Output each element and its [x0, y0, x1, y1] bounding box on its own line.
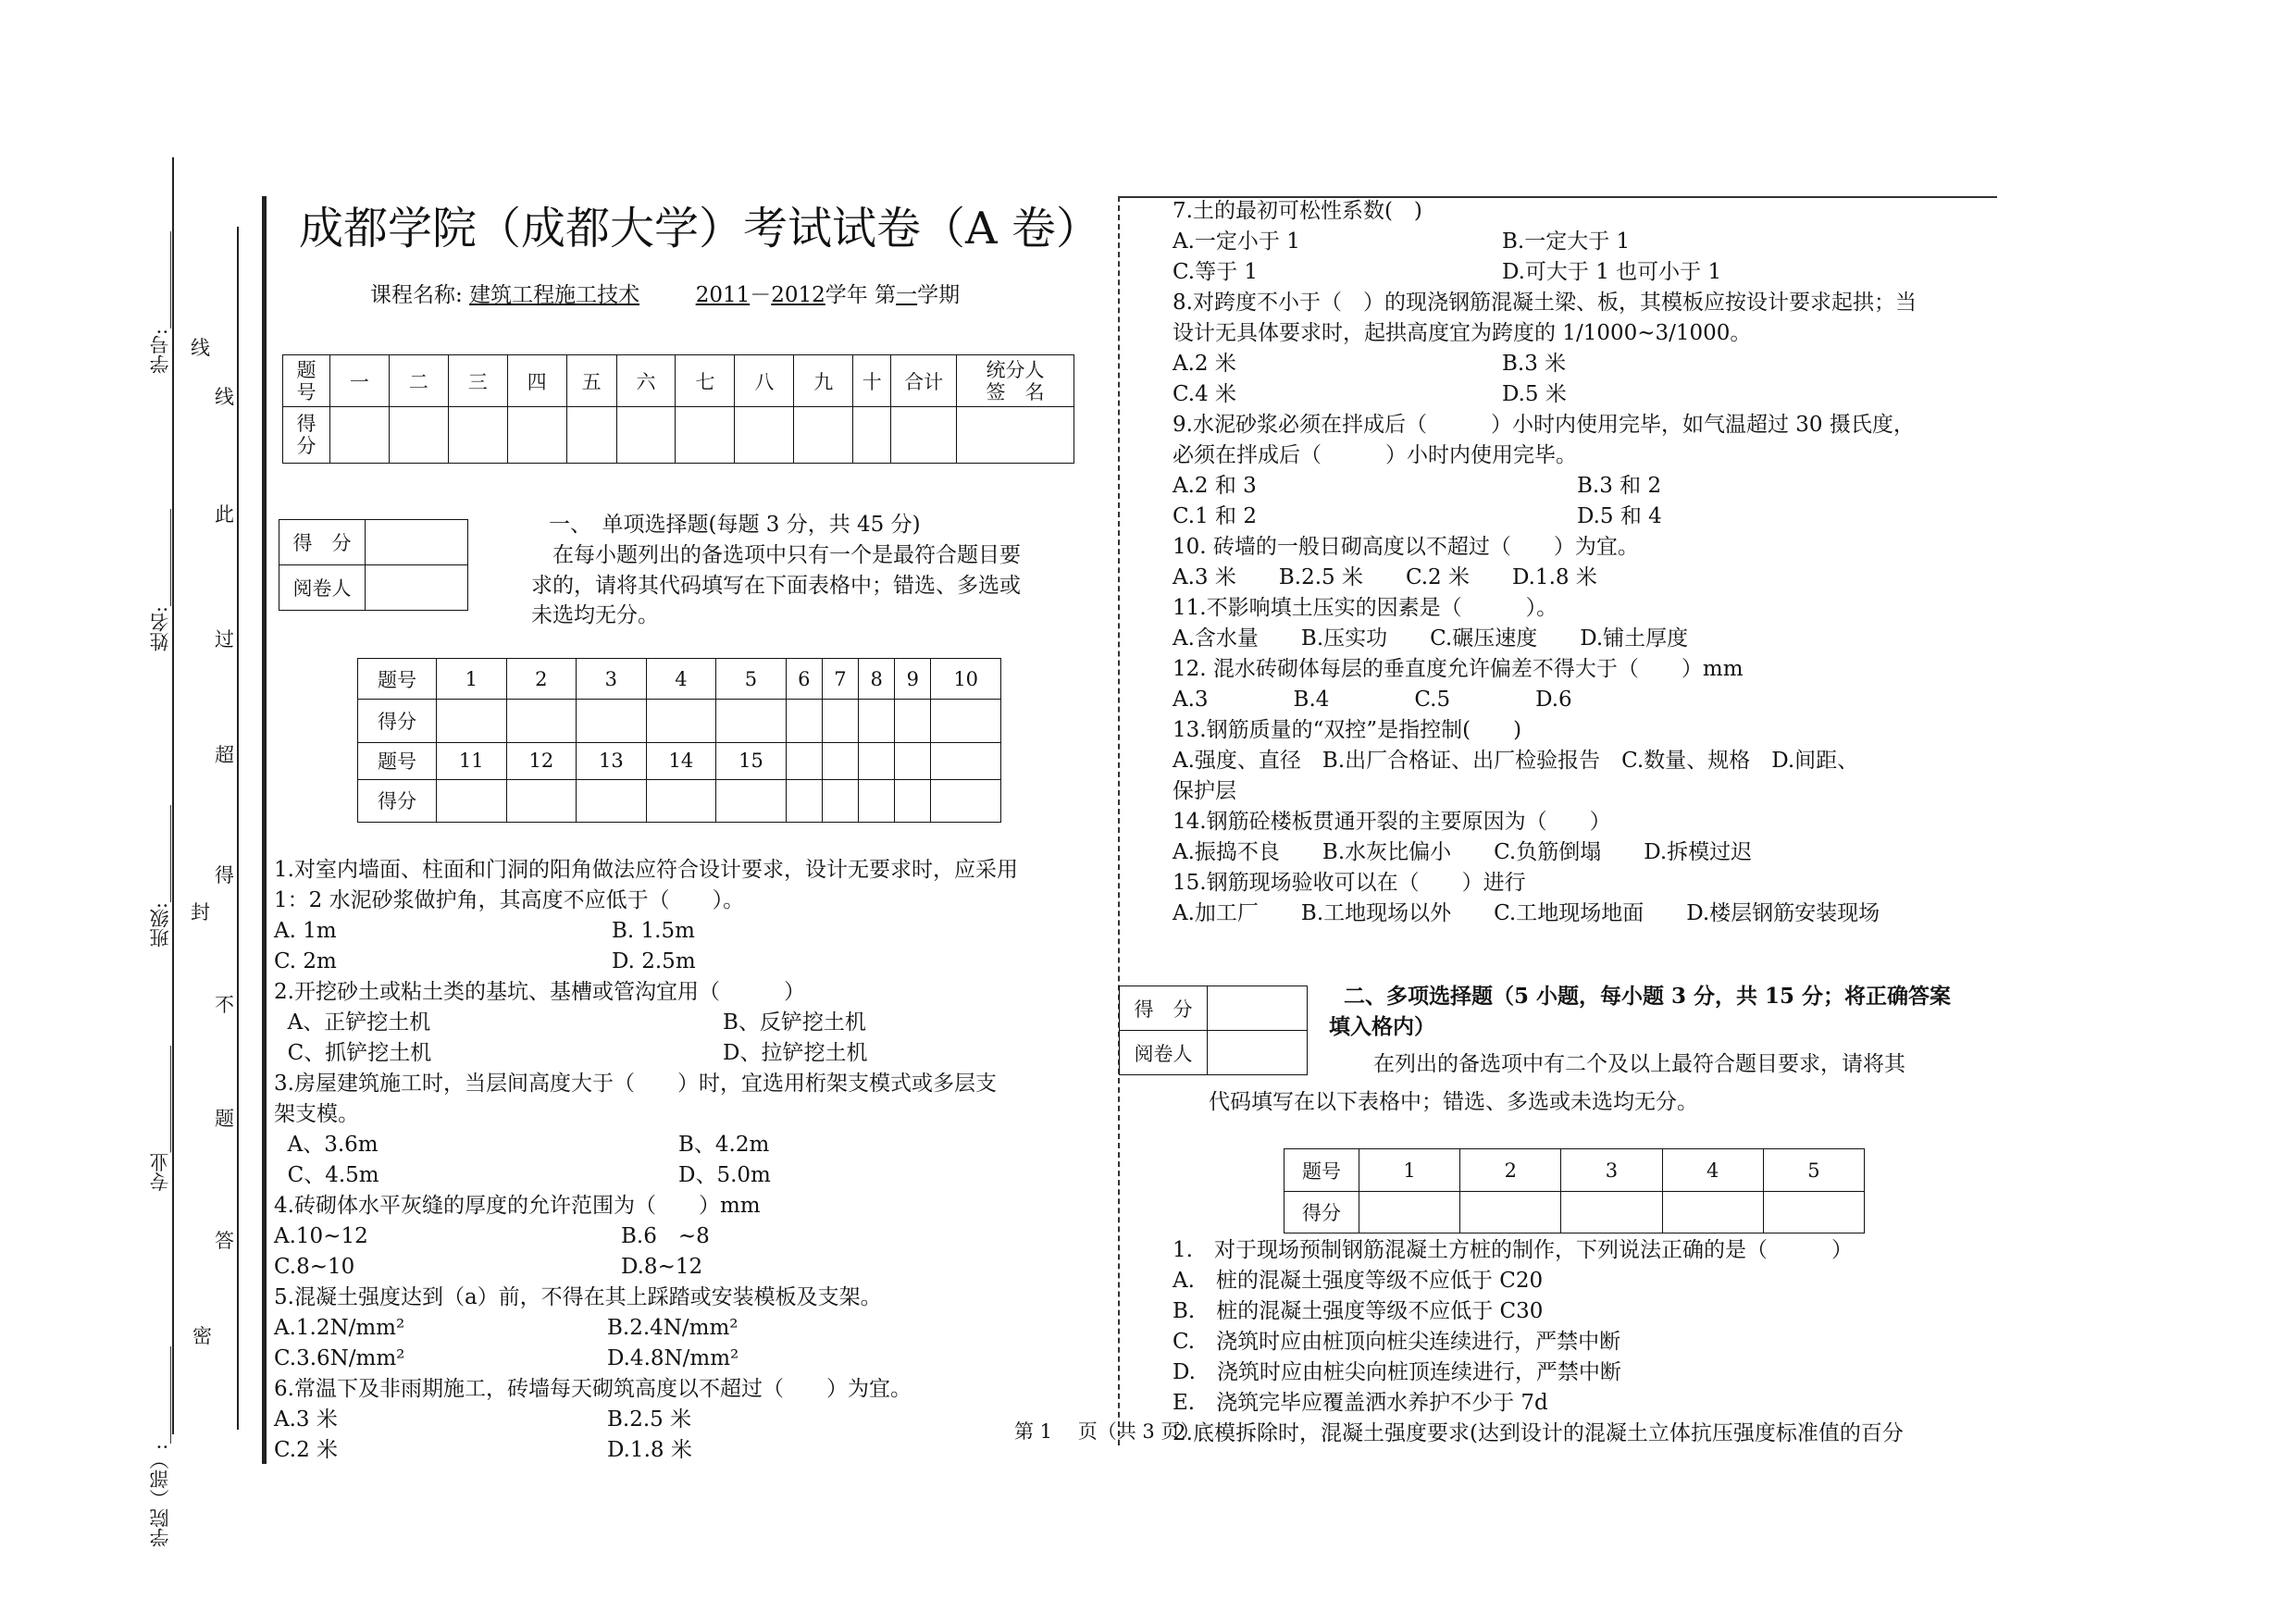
section2-intro: 代码填写在以下表格中；错选、多选或未选均无分。: [1209, 1090, 1698, 1114]
seal-char: 封: [191, 901, 210, 924]
score-cell[interactable]: [566, 407, 616, 464]
answer-cell[interactable]: [895, 700, 931, 742]
option[interactable]: B.3 和 2: [1577, 474, 1662, 498]
section1-heading: 一、 单项选择题(每题 3 分，共 45 分): [549, 513, 921, 537]
option-line[interactable]: B. 桩的混凝土强度等级不应低于 C30: [1173, 1299, 1544, 1323]
score-cell[interactable]: [853, 407, 891, 464]
option[interactable]: C. 2m: [274, 949, 337, 973]
option[interactable]: C.4 米: [1173, 382, 1237, 406]
answer-num: 11: [437, 742, 507, 779]
question-line: 设计无具体要求时，起拱高度宜为跨度的 1/1000~3/1000。: [1173, 321, 1752, 345]
option-row: [274, 1130, 1107, 1160]
answer-cell[interactable]: [1460, 1192, 1561, 1233]
option-line[interactable]: A.3 B.4 C.5 D.6: [1173, 688, 1572, 712]
section1-answer-table: [357, 658, 1001, 823]
section2-intro: 在列出的备选项中有二个及以上最符合题目要求，请将其: [1373, 1052, 1905, 1076]
term-suffix: 学期: [917, 283, 961, 307]
answer-cell[interactable]: [506, 700, 577, 742]
option[interactable]: D.5 米: [1502, 382, 1567, 406]
option[interactable]: C.1 和 2: [1173, 504, 1257, 528]
answer-num: [859, 742, 895, 779]
score-cell[interactable]: [329, 407, 389, 464]
answer-num: 3: [577, 659, 647, 700]
question-line: 1.对室内墙面、柱面和门洞的阳角做法应符合设计要求，设计无要求时，应采用: [274, 858, 1018, 882]
answer-num: 10: [931, 659, 1001, 700]
score-col: 一: [329, 355, 389, 407]
answer-cell[interactable]: [822, 700, 858, 742]
answer-num: 8: [859, 659, 895, 700]
score-row-label: 得 分: [283, 407, 330, 464]
answer-cell[interactable]: [859, 779, 895, 822]
left-questions: [274, 855, 1107, 1466]
right-questions: [1173, 196, 2005, 929]
option[interactable]: D.1.8 米: [607, 1438, 692, 1462]
seal-char: 线: [191, 337, 210, 359]
section1-intro: 在每小题列出的备选项中只有一个是最符合题目要: [552, 543, 1021, 567]
answer-num: 7: [822, 659, 858, 700]
question-line: 1：2 水泥砂浆做护角，其高度不应低于（ ）。: [274, 888, 745, 912]
answer-cell[interactable]: [786, 700, 822, 742]
option-line[interactable]: A. 桩的混凝土强度等级不应低于 C20: [1173, 1269, 1544, 1293]
answer-cell[interactable]: [931, 700, 1001, 742]
question-line: 2.底模拆除时，混凝土强度要求(达到设计的混凝土立体抗压强度标准值的百分: [1173, 1421, 1904, 1445]
option-row: [1173, 471, 2005, 502]
question-line: 10. 砖墙的一般日砌高度以不超过（ ）为宜。: [1173, 535, 1639, 559]
option[interactable]: D.5 和 4: [1577, 504, 1662, 528]
grader-score-cell[interactable]: [366, 520, 468, 565]
option[interactable]: A、3.6m: [274, 1133, 379, 1157]
course-line: [370, 280, 960, 311]
grader-box-1: [279, 519, 468, 611]
field-student-id: 学号:__________: [149, 231, 171, 375]
answer-cell[interactable]: [822, 779, 858, 822]
option[interactable]: B.2.5 米: [607, 1407, 692, 1432]
answer-cell[interactable]: [437, 700, 507, 742]
section2-heading: 二、多项选择题（5 小题，每小题 3 分，共 15 分；将正确答案: [1344, 984, 1952, 1009]
option-row: [274, 1160, 1107, 1191]
answer-cell[interactable]: [786, 779, 822, 822]
option[interactable]: D.8~12: [621, 1255, 703, 1279]
option[interactable]: B、反铲挖土机: [723, 1010, 866, 1035]
score-cell[interactable]: [676, 407, 735, 464]
score-col: 八: [735, 355, 794, 407]
answer-label-score: 得分: [358, 779, 437, 822]
score-col: 九: [794, 355, 853, 407]
option[interactable]: A. 1m: [274, 919, 337, 943]
option[interactable]: A.2 米: [1173, 352, 1236, 376]
question-line: 15.钢筋现场验收可以在（ ）进行: [1173, 871, 1526, 895]
field-major: 专业___________: [149, 1046, 171, 1192]
grader-score-cell[interactable]: [1208, 986, 1308, 1031]
seal-char: 得: [215, 864, 234, 886]
score-cell[interactable]: [389, 407, 448, 464]
answer-cell[interactable]: [437, 779, 507, 822]
question-line: 3.房屋建筑施工时，当层间高度大于（ ）时，宜选用桁架支模式或多层支: [274, 1072, 997, 1096]
answer-cell[interactable]: [646, 779, 716, 822]
option[interactable]: B.3 米: [1502, 352, 1567, 376]
answer-label-score: 得分: [358, 700, 437, 742]
section2-heading: 填入格内）: [1329, 1014, 1435, 1039]
grader-reviewer-label: 阅卷人: [279, 565, 366, 611]
question-line: 5.混凝土强度达到（a）前，不得在其上踩踏或安装模板及支架。: [274, 1285, 882, 1309]
option-row: [274, 1344, 1107, 1374]
option[interactable]: A.2 和 3: [1173, 474, 1257, 498]
grader-reviewer-cell[interactable]: [1208, 1031, 1308, 1075]
answer-cell[interactable]: [1359, 1192, 1460, 1233]
option-line[interactable]: C. 浇筑时应由桩顶向桩尖连续进行，严禁中断: [1173, 1330, 1621, 1354]
grader-score-label: 得 分: [279, 520, 366, 565]
answer-cell[interactable]: [716, 700, 787, 742]
year-from: 2011: [695, 283, 751, 307]
answer-cell[interactable]: [577, 700, 647, 742]
score-cell[interactable]: [616, 407, 676, 464]
score-col: 五: [566, 355, 616, 407]
score-col: 十: [853, 355, 891, 407]
answer-cell[interactable]: [646, 700, 716, 742]
option[interactable]: B.6 ~8: [621, 1224, 710, 1248]
question-line: 13.钢筋质量的“双控”是指控制( ): [1173, 718, 1522, 742]
seal-char: 不: [215, 994, 234, 1016]
option[interactable]: C.等于 1: [1173, 260, 1259, 284]
option-line[interactable]: A.振捣不良 B.水灰比偏小 C.负筋倒塌 D.拆模过迟: [1173, 840, 1753, 864]
answer-cell[interactable]: [895, 779, 931, 822]
year-to: 2012: [771, 283, 825, 307]
option-line[interactable]: A.强度、直径 B.出厂合格证、出厂检验报告 C.数量、规格 D.间距、: [1173, 749, 1859, 773]
year-dash: －: [750, 283, 772, 307]
answer-num: [786, 742, 822, 779]
answer-num: 4: [1662, 1149, 1763, 1192]
option[interactable]: B、4.2m: [678, 1133, 770, 1157]
question-line: 架支模。: [274, 1102, 359, 1126]
answer-num: 4: [646, 659, 716, 700]
option-row: [274, 1405, 1107, 1435]
seal-char: 答: [215, 1230, 234, 1252]
score-cell[interactable]: [448, 407, 507, 464]
option[interactable]: B.一定大于 1: [1502, 229, 1631, 254]
question-line: 12. 混水砖砌体每层的垂直度允许偏差不得大于（ ）mm: [1173, 657, 1744, 681]
option[interactable]: D、5.0m: [678, 1163, 771, 1187]
field-class: 班级:__________: [149, 805, 171, 948]
option[interactable]: D. 2.5m: [612, 949, 696, 973]
answer-label-num: 题号: [358, 659, 437, 700]
option-row: [1173, 502, 2005, 532]
page-title: 成都学院（成都大学）考试试卷（A 卷）: [299, 203, 1100, 254]
option-row: [1173, 227, 2005, 257]
answer-num: 6: [786, 659, 822, 700]
field-college: 学院（部）:__________: [149, 1346, 171, 1548]
seal-char: 过: [215, 628, 234, 651]
option[interactable]: A.1.2N/mm²: [274, 1316, 405, 1340]
answer-num: 15: [716, 742, 787, 779]
option[interactable]: C.3.6N/mm²: [274, 1346, 405, 1370]
option[interactable]: B. 1.5m: [612, 919, 695, 943]
score-col: 四: [507, 355, 566, 407]
answer-num: 5: [1763, 1149, 1864, 1192]
answer-cell[interactable]: [716, 779, 787, 822]
page-number: 第 1 页（共 3 页）: [1014, 1420, 1200, 1443]
binding-line-inner: [237, 227, 239, 1430]
year-suffix: 学年 第: [825, 283, 897, 307]
answer-num: 9: [895, 659, 931, 700]
option-line[interactable]: A.加工厂 B.工地现场以外 C.工地现场地面 D.楼层钢筋安装现场: [1173, 901, 1880, 925]
grader-reviewer-cell[interactable]: [366, 565, 468, 611]
seal-char: 题: [215, 1108, 234, 1130]
answer-num: 1: [437, 659, 507, 700]
option-row: [1173, 257, 2005, 288]
seal-char: 线: [215, 386, 234, 408]
option[interactable]: B.2.4N/mm²: [607, 1316, 738, 1340]
option[interactable]: C、4.5m: [274, 1163, 379, 1187]
score-row-label: 题 号: [283, 355, 330, 407]
option-row: [1173, 349, 2005, 379]
option[interactable]: D、拉铲挖土机: [723, 1041, 868, 1065]
option-row: [274, 916, 1107, 947]
answer-label-num: 题号: [1285, 1149, 1359, 1192]
answer-num: 2: [506, 659, 577, 700]
option[interactable]: A.一定小于 1: [1173, 229, 1300, 254]
option-row: [274, 1435, 1107, 1466]
score-cell[interactable]: [507, 407, 566, 464]
grader-box-2: [1119, 986, 1308, 1075]
question-line: 11.不影响填土压实的因素是（ ）。: [1173, 596, 1558, 620]
answer-cell[interactable]: [1763, 1192, 1864, 1233]
seal-char: 超: [215, 744, 234, 766]
question-line: 9.水泥砂浆必须在拌成后（ ）小时内使用完毕，如气温超过 30 摄氏度，: [1173, 413, 1915, 437]
grader-reviewer-label: 阅卷人: [1120, 1031, 1208, 1075]
answer-num: 1: [1359, 1149, 1460, 1192]
answer-num: [931, 742, 1001, 779]
score-cell[interactable]: [957, 407, 1074, 464]
option-line[interactable]: E. 浇筑完毕应覆盖洒水养护不少于 7d: [1173, 1391, 1548, 1415]
answer-num: 5: [716, 659, 787, 700]
score-col: 七: [676, 355, 735, 407]
option-row: [274, 947, 1107, 977]
question-line: 2.开挖砂土或粘土类的基坑、基槽或管沟宜用（ ）: [274, 980, 805, 1004]
score-col-stat: 统分人 签 名: [957, 355, 1074, 407]
question-line: 8.对跨度不小于（ ）的现浇钢筋混凝土梁、板，其模板应按设计要求起拱；当: [1173, 291, 1917, 315]
question-line: 6.常温下及非雨期施工，砖墙每天砌筑高度以不超过（ ）为宜。: [274, 1377, 912, 1401]
option[interactable]: C.2 米: [274, 1438, 339, 1462]
answer-num: 13: [577, 742, 647, 779]
question-line: 7.土的最初可松性系数( ): [1173, 199, 1422, 223]
answer-num: 14: [646, 742, 716, 779]
answer-num: 2: [1460, 1149, 1561, 1192]
binding-line-thick: [262, 196, 267, 1464]
grader-score-label: 得 分: [1120, 986, 1208, 1031]
course-label: 课程名称:: [370, 283, 463, 307]
answer-cell[interactable]: [859, 700, 895, 742]
answer-num: [822, 742, 858, 779]
score-table: [282, 354, 1074, 464]
term-num: 一: [896, 283, 918, 307]
option-line[interactable]: A.含水量 B.压实功 C.碾压速度 D.铺土厚度: [1173, 626, 1689, 651]
score-cell[interactable]: [794, 407, 853, 464]
score-cell[interactable]: [735, 407, 794, 464]
score-col: 三: [448, 355, 507, 407]
section1-intro: 未选均无分。: [531, 603, 659, 627]
option[interactable]: D.可大于 1 也可小于 1: [1502, 260, 1722, 284]
question-line: 1. 对于现场预制钢筋混凝土方桩的制作，下列说法正确的是（ ）: [1173, 1238, 1853, 1262]
option-row: [274, 1008, 1107, 1038]
answer-cell[interactable]: [931, 779, 1001, 822]
score-col-total: 合计: [891, 355, 957, 407]
answer-num: 12: [506, 742, 577, 779]
score-col: 六: [616, 355, 676, 407]
option-row: [274, 1038, 1107, 1069]
answer-cell[interactable]: [1662, 1192, 1763, 1233]
answer-cell[interactable]: [1561, 1192, 1662, 1233]
option-row: [274, 1252, 1107, 1283]
question-line: 4.砖砌体水平灰缝的厚度的允许范围为（ ）mm: [274, 1194, 761, 1218]
score-cell[interactable]: [891, 407, 957, 464]
option-line[interactable]: 保护层: [1173, 779, 1236, 803]
answer-label-score: 得分: [1285, 1192, 1359, 1233]
option[interactable]: A.3 米: [274, 1407, 338, 1432]
answer-num: [895, 742, 931, 779]
seal-char: 此: [215, 503, 234, 526]
option[interactable]: C、抓铲挖土机: [274, 1041, 432, 1065]
seal-char: 密: [192, 1325, 212, 1347]
question-line: 必须在拌成后（ ）小时内使用完毕。: [1173, 443, 1577, 467]
section1-intro: 求的，请将其代码填写在下面表格中；错选、多选或: [531, 574, 1021, 598]
section2-answer-table: [1284, 1148, 1865, 1233]
option-row: [274, 1313, 1107, 1344]
course-name: 建筑工程施工技术: [469, 283, 640, 307]
field-name: 姓名:__________: [149, 509, 171, 652]
option[interactable]: C.8~10: [274, 1255, 355, 1279]
option-row: [1173, 379, 2005, 410]
answer-cell[interactable]: [506, 779, 577, 822]
answer-label-num: 题号: [358, 742, 437, 779]
question-line: 14.钢筋砼楼板贯通开裂的主要原因为（ ）: [1173, 810, 1611, 834]
option[interactable]: A.10~12: [274, 1224, 368, 1248]
answer-num: 3: [1561, 1149, 1662, 1192]
option[interactable]: D.4.8N/mm²: [607, 1346, 739, 1370]
option-line[interactable]: D. 浇筑时应由桩尖向桩顶连续进行，严禁中断: [1173, 1360, 1621, 1384]
section2-questions: [1173, 1235, 2005, 1449]
option[interactable]: A、正铲挖土机: [274, 1010, 431, 1035]
answer-cell[interactable]: [577, 779, 647, 822]
option-row: [274, 1221, 1107, 1252]
column-divider: [1118, 196, 1120, 1445]
option-line[interactable]: A.3 米 B.2.5 米 C.2 米 D.1.8 米: [1173, 565, 1597, 589]
score-col: 二: [389, 355, 448, 407]
